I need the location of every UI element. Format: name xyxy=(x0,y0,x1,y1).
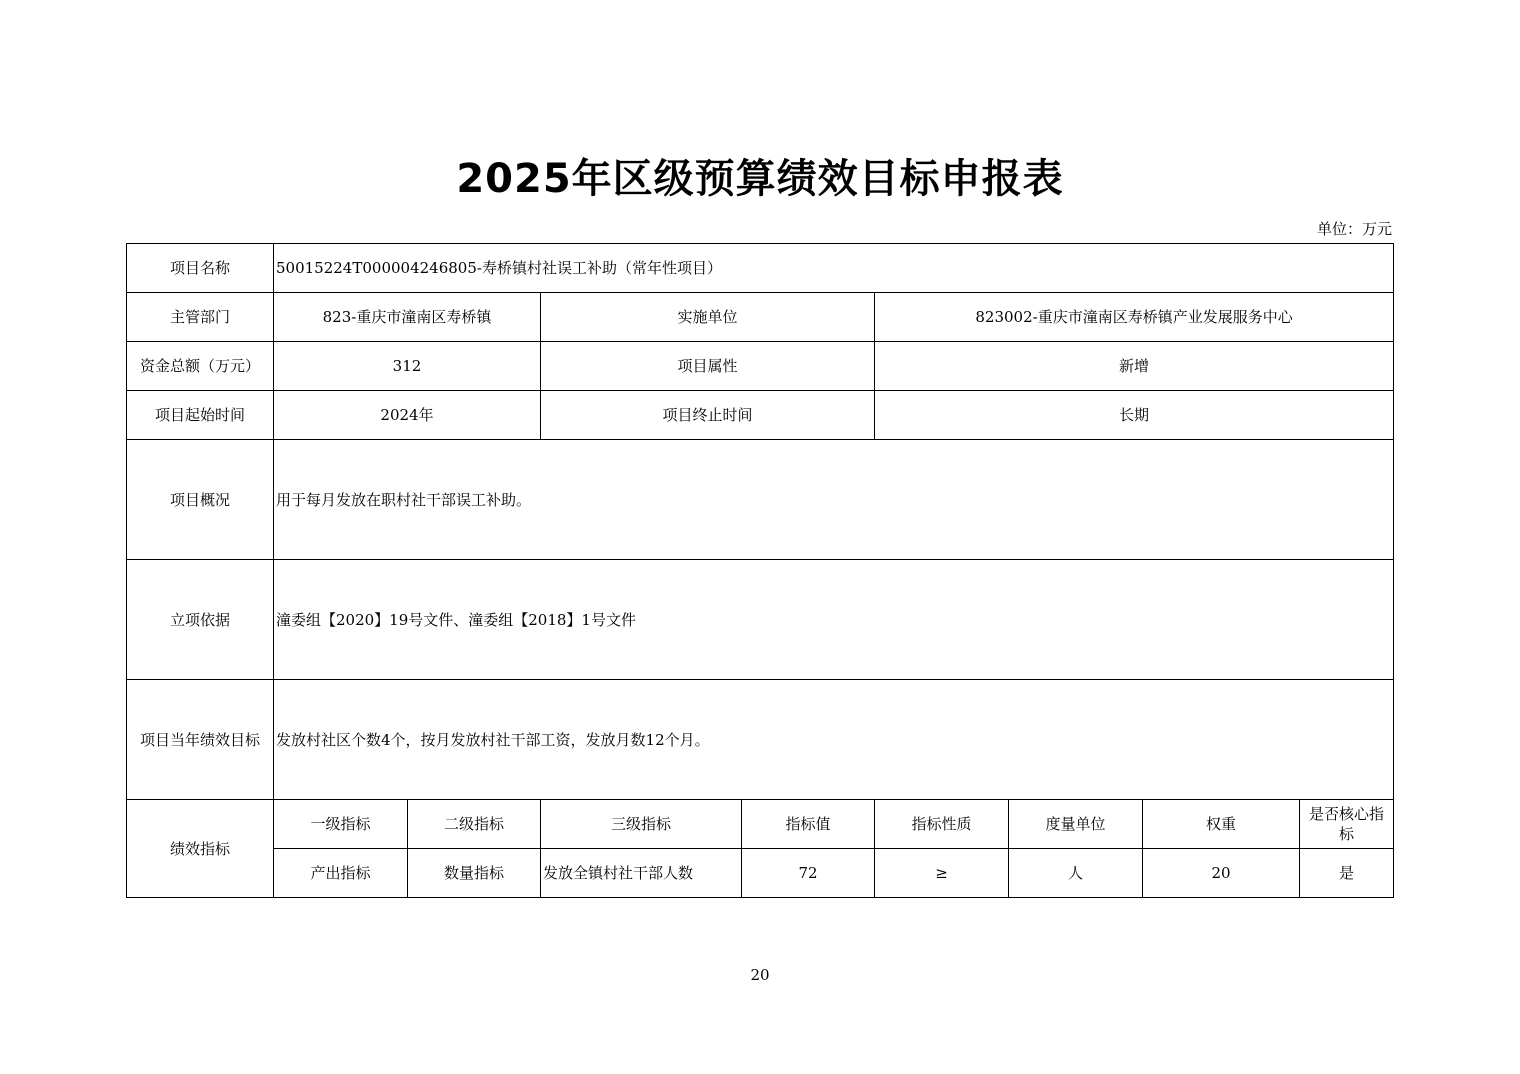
department-label: 主管部门 xyxy=(127,293,274,342)
indicators-label: 绩效指标 xyxy=(127,800,274,898)
performance-target-table xyxy=(126,243,1394,898)
department-value: 823-重庆市潼南区寿桥镇 xyxy=(274,293,541,342)
basis-value: 潼委组【2020】19号文件、潼委组【2018】1号文件 xyxy=(274,560,1394,680)
indicator-header: 度量单位 xyxy=(1009,800,1143,849)
project-name-row xyxy=(127,244,1394,293)
project-name-value: 50015224T000004246805-寿桥镇村社误工补助（常年性项目） xyxy=(274,244,1394,293)
end-time-value: 长期 xyxy=(875,391,1394,440)
indicator-cell: ≥ xyxy=(875,849,1009,898)
annual-goal-label: 项目当年绩效目标 xyxy=(127,680,274,800)
end-time-label: 项目终止时间 xyxy=(541,391,875,440)
indicator-header: 指标值 xyxy=(742,800,875,849)
funds-value: 312 xyxy=(274,342,541,391)
project-attr-value: 新增 xyxy=(875,342,1394,391)
department-row xyxy=(127,293,1394,342)
indicator-header: 一级指标 xyxy=(274,800,408,849)
indicator-cell: 20 xyxy=(1143,849,1300,898)
project-attr-label: 项目属性 xyxy=(541,342,875,391)
overview-value: 用于每月发放在职村社干部误工补助。 xyxy=(274,440,1394,560)
basis-row xyxy=(127,560,1394,680)
indicator-cell: 数量指标 xyxy=(408,849,541,898)
indicator-header: 指标性质 xyxy=(875,800,1009,849)
overview-label: 项目概况 xyxy=(127,440,274,560)
unit-label: 单位：万元 xyxy=(1316,220,1392,238)
indicator-cell: 72 xyxy=(742,849,875,898)
funds-row xyxy=(127,342,1394,391)
indicator-header: 是否核心指标 xyxy=(1300,800,1394,849)
start-time-value: 2024年 xyxy=(274,391,541,440)
page-number: 20 xyxy=(750,966,770,984)
impl-unit-value: 823002-重庆市潼南区寿桥镇产业发展服务中心 xyxy=(875,293,1394,342)
page-title: 2025年区级预算绩效目标申报表 xyxy=(456,156,1064,202)
impl-unit-label: 实施单位 xyxy=(541,293,875,342)
annual-goal-value: 发放村社区个数4个，按月发放村社干部工资，发放月数12个月。 xyxy=(274,680,1394,800)
indicator-header: 三级指标 xyxy=(541,800,742,849)
indicator-row xyxy=(127,849,1394,898)
indicator-cell: 发放全镇村社干部人数 xyxy=(541,849,742,898)
project-name-label: 项目名称 xyxy=(127,244,274,293)
basis-label: 立项依据 xyxy=(127,560,274,680)
overview-row xyxy=(127,440,1394,560)
period-row xyxy=(127,391,1394,440)
indicator-header: 权重 xyxy=(1143,800,1300,849)
indicator-header-row xyxy=(127,800,1394,849)
indicator-cell: 人 xyxy=(1009,849,1143,898)
funds-label: 资金总额（万元） xyxy=(127,342,274,391)
indicator-cell: 是 xyxy=(1300,849,1394,898)
start-time-label: 项目起始时间 xyxy=(127,391,274,440)
indicator-cell: 产出指标 xyxy=(274,849,408,898)
annual-goal-row xyxy=(127,680,1394,800)
indicator-header: 二级指标 xyxy=(408,800,541,849)
